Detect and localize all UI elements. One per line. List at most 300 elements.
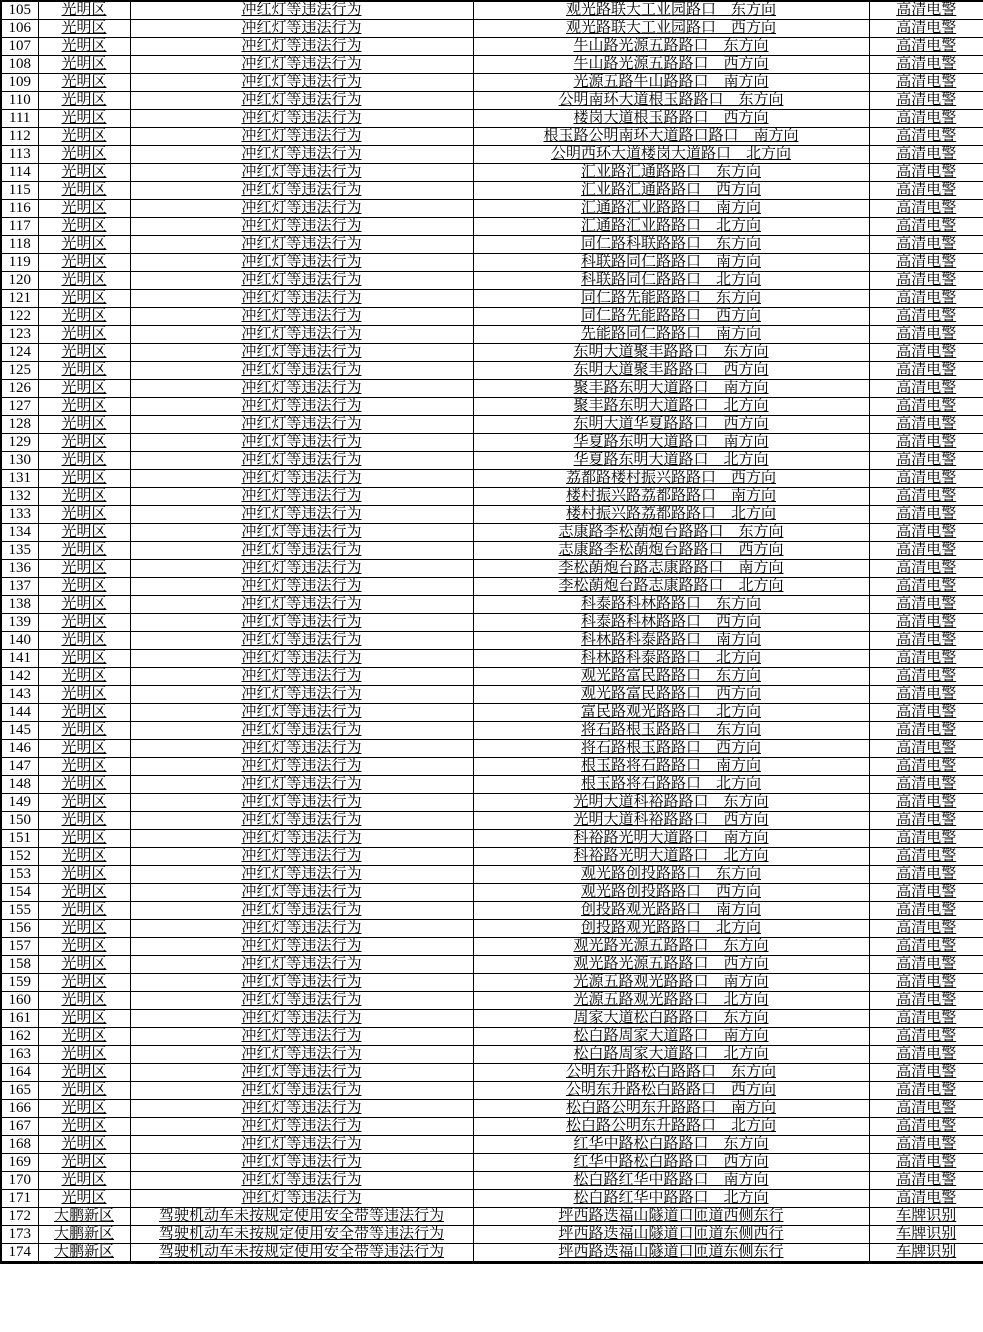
district-cell-text: 光明区 bbox=[61, 722, 107, 738]
violation-type-cell bbox=[130, 578, 473, 596]
camera-type-cell bbox=[869, 56, 983, 74]
district-cell-text: 光明区 bbox=[61, 776, 107, 792]
location-cell bbox=[473, 902, 869, 920]
camera-type-cell bbox=[869, 704, 983, 722]
location-cell-text: 公明西环大道楼岗大道路口 北方向 bbox=[550, 146, 791, 162]
district-cell bbox=[38, 974, 130, 992]
location-cell-text: 坪西路迭福山隧道口匝道东侧东行 bbox=[558, 1244, 784, 1260]
violation-type-cell bbox=[130, 92, 473, 110]
row-number-cell: 172 bbox=[1, 1208, 38, 1226]
camera-type-cell-text: 高清电警 bbox=[896, 2, 957, 18]
violation-type-cell bbox=[130, 128, 473, 146]
violation-type-cell bbox=[130, 704, 473, 722]
location-cell-text: 富民路观光路路口 北方向 bbox=[580, 704, 761, 720]
camera-type-cell-text: 高清电警 bbox=[896, 74, 957, 90]
camera-type-cell bbox=[869, 344, 983, 362]
table-row bbox=[1, 164, 983, 182]
location-cell bbox=[473, 1118, 869, 1136]
district-cell-text: 光明区 bbox=[61, 578, 107, 594]
camera-type-cell-text: 高清电警 bbox=[896, 866, 957, 882]
district-cell-text: 光明区 bbox=[61, 182, 107, 198]
location-cell bbox=[473, 380, 869, 398]
location-cell-text: 荔都路楼村振兴路路口 西方向 bbox=[565, 470, 776, 486]
violation-type-cell-text: 驾驶机动车未按规定使用安全带等违法行为 bbox=[158, 1208, 444, 1224]
table-row bbox=[1, 110, 983, 128]
camera-type-cell-text: 高清电警 bbox=[896, 380, 957, 396]
district-cell bbox=[38, 434, 130, 452]
table-row bbox=[1, 596, 983, 614]
district-cell bbox=[38, 308, 130, 326]
violation-type-cell-text: 冲红灯等违法行为 bbox=[241, 74, 362, 90]
camera-type-cell bbox=[869, 200, 983, 218]
table-row bbox=[1, 668, 983, 686]
location-cell bbox=[473, 794, 869, 812]
camera-type-cell bbox=[869, 1064, 983, 1082]
row-number-cell: 148 bbox=[1, 776, 38, 794]
violation-type-cell-text: 冲红灯等违法行为 bbox=[241, 1100, 362, 1116]
location-cell-text: 华夏路东明大道路口 北方向 bbox=[573, 452, 769, 468]
location-cell-text: 坪西路迭福山隧道口匝道西侧东行 bbox=[558, 1208, 784, 1224]
camera-type-cell bbox=[869, 848, 983, 866]
district-cell bbox=[38, 398, 130, 416]
camera-type-cell bbox=[869, 884, 983, 902]
location-cell bbox=[473, 1190, 869, 1208]
table-row bbox=[1, 20, 983, 38]
camera-type-cell-text: 高清电警 bbox=[896, 452, 957, 468]
row-number-cell: 108 bbox=[1, 56, 38, 74]
violation-type-cell-text: 冲红灯等违法行为 bbox=[241, 2, 362, 18]
district-cell-text: 光明区 bbox=[61, 542, 107, 558]
camera-type-cell-text: 高清电警 bbox=[896, 578, 957, 594]
table-row bbox=[1, 650, 983, 668]
violation-type-cell bbox=[130, 20, 473, 38]
location-cell-text: 光源五路牛山路路口 南方向 bbox=[573, 74, 769, 90]
camera-type-cell bbox=[869, 542, 983, 560]
camera-type-cell-text: 高清电警 bbox=[896, 398, 957, 414]
row-number-cell: 123 bbox=[1, 326, 38, 344]
district-cell-text: 大鹏新区 bbox=[53, 1208, 114, 1224]
table-row bbox=[1, 1, 983, 20]
camera-type-cell-text: 高清电警 bbox=[896, 38, 957, 54]
location-cell bbox=[473, 596, 869, 614]
violation-type-cell-text: 冲红灯等违法行为 bbox=[241, 902, 362, 918]
district-cell bbox=[38, 614, 130, 632]
row-number-cell: 162 bbox=[1, 1028, 38, 1046]
violation-type-cell bbox=[130, 38, 473, 56]
violation-type-cell bbox=[130, 470, 473, 488]
row-number-cell: 135 bbox=[1, 542, 38, 560]
camera-type-cell bbox=[869, 1154, 983, 1172]
violation-type-cell bbox=[130, 830, 473, 848]
location-cell bbox=[473, 1226, 869, 1244]
location-cell bbox=[473, 704, 869, 722]
row-number-cell: 131 bbox=[1, 470, 38, 488]
camera-type-cell bbox=[869, 110, 983, 128]
district-cell bbox=[38, 452, 130, 470]
location-cell bbox=[473, 722, 869, 740]
camera-type-cell bbox=[869, 830, 983, 848]
violation-type-cell bbox=[130, 758, 473, 776]
district-cell bbox=[38, 20, 130, 38]
violation-type-cell-text: 冲红灯等违法行为 bbox=[241, 1046, 362, 1062]
camera-type-cell bbox=[869, 470, 983, 488]
district-cell-text: 光明区 bbox=[61, 740, 107, 756]
location-cell bbox=[473, 182, 869, 200]
row-number-cell: 171 bbox=[1, 1190, 38, 1208]
camera-type-cell bbox=[869, 308, 983, 326]
violation-type-cell-text: 冲红灯等违法行为 bbox=[241, 920, 362, 936]
camera-type-cell-text: 高清电警 bbox=[896, 686, 957, 702]
location-cell-text: 李松蓢炮台路志康路路口 南方向 bbox=[558, 560, 784, 576]
district-cell-text: 光明区 bbox=[61, 1010, 107, 1026]
camera-type-cell bbox=[869, 740, 983, 758]
violation-type-cell bbox=[130, 632, 473, 650]
row-number-cell: 145 bbox=[1, 722, 38, 740]
district-cell-text: 光明区 bbox=[61, 686, 107, 702]
district-cell bbox=[38, 146, 130, 164]
table-row bbox=[1, 1244, 983, 1263]
location-cell-text: 根玉路将石路路口 北方向 bbox=[580, 776, 761, 792]
row-number-cell: 134 bbox=[1, 524, 38, 542]
district-cell-text: 光明区 bbox=[61, 38, 107, 54]
district-cell-text: 光明区 bbox=[61, 632, 107, 648]
location-cell-text: 李松蓢炮台路志康路路口 北方向 bbox=[558, 578, 784, 594]
location-cell-text: 同仁路先能路路口 东方向 bbox=[580, 290, 761, 306]
camera-type-cell-text: 高清电警 bbox=[896, 668, 957, 684]
camera-type-cell bbox=[869, 668, 983, 686]
district-cell-text: 光明区 bbox=[61, 236, 107, 252]
row-number-cell: 124 bbox=[1, 344, 38, 362]
location-cell bbox=[473, 326, 869, 344]
location-cell-text: 科泰路科林路路口 东方向 bbox=[580, 596, 761, 612]
violation-type-cell-text: 冲红灯等违法行为 bbox=[241, 992, 362, 1008]
location-cell-text: 东明大道聚丰路路口 西方向 bbox=[573, 362, 769, 378]
violation-type-cell-text: 冲红灯等违法行为 bbox=[241, 290, 362, 306]
location-cell-text: 先能路同仁路路口 南方向 bbox=[580, 326, 761, 342]
violation-type-cell bbox=[130, 1100, 473, 1118]
camera-type-cell-text: 高清电警 bbox=[896, 1100, 957, 1116]
violation-type-cell bbox=[130, 722, 473, 740]
row-number-cell: 170 bbox=[1, 1172, 38, 1190]
district-cell-text: 光明区 bbox=[61, 524, 107, 540]
camera-type-cell bbox=[869, 524, 983, 542]
row-number-cell: 152 bbox=[1, 848, 38, 866]
district-cell bbox=[38, 758, 130, 776]
district-cell-text: 光明区 bbox=[61, 164, 107, 180]
location-cell-text: 观光路光源五路路口 西方向 bbox=[573, 956, 769, 972]
location-cell bbox=[473, 1154, 869, 1172]
location-cell bbox=[473, 992, 869, 1010]
violation-type-cell bbox=[130, 56, 473, 74]
location-cell bbox=[473, 956, 869, 974]
camera-type-cell-text: 高清电警 bbox=[896, 722, 957, 738]
violation-type-cell-text: 驾驶机动车未按规定使用安全带等违法行为 bbox=[158, 1226, 444, 1242]
camera-type-cell bbox=[869, 362, 983, 380]
camera-type-cell-text: 高清电警 bbox=[896, 20, 957, 36]
table-row bbox=[1, 380, 983, 398]
district-cell-text: 光明区 bbox=[61, 200, 107, 216]
camera-type-cell bbox=[869, 74, 983, 92]
violation-type-cell bbox=[130, 506, 473, 524]
camera-type-cell-text: 高清电警 bbox=[896, 308, 957, 324]
table-row bbox=[1, 578, 983, 596]
violation-type-cell bbox=[130, 182, 473, 200]
violation-type-cell-text: 冲红灯等违法行为 bbox=[241, 380, 362, 396]
location-cell-text: 松白路公明东升路路口 南方向 bbox=[565, 1100, 776, 1116]
row-number-cell: 169 bbox=[1, 1154, 38, 1172]
camera-type-cell-text: 高清电警 bbox=[896, 344, 957, 360]
district-cell bbox=[38, 902, 130, 920]
district-cell-text: 光明区 bbox=[61, 2, 107, 18]
district-cell bbox=[38, 416, 130, 434]
district-cell-text: 光明区 bbox=[61, 794, 107, 810]
table-row bbox=[1, 848, 983, 866]
row-number-cell: 116 bbox=[1, 200, 38, 218]
camera-type-cell-text: 高清电警 bbox=[896, 1082, 957, 1098]
table-row bbox=[1, 722, 983, 740]
table-row bbox=[1, 920, 983, 938]
district-cell-text: 光明区 bbox=[61, 344, 107, 360]
district-cell-text: 大鹏新区 bbox=[53, 1244, 114, 1260]
violation-type-cell-text: 冲红灯等违法行为 bbox=[241, 830, 362, 846]
violation-type-cell bbox=[130, 884, 473, 902]
row-number-cell: 146 bbox=[1, 740, 38, 758]
table-row bbox=[1, 812, 983, 830]
violation-type-cell bbox=[130, 650, 473, 668]
location-cell bbox=[473, 506, 869, 524]
location-cell-text: 科泰路科林路路口 西方向 bbox=[580, 614, 761, 630]
camera-type-cell bbox=[869, 956, 983, 974]
row-number-cell: 126 bbox=[1, 380, 38, 398]
location-cell-text: 创投路观光路路口 北方向 bbox=[580, 920, 761, 936]
district-cell bbox=[38, 992, 130, 1010]
camera-type-cell-text: 高清电警 bbox=[896, 740, 957, 756]
location-cell bbox=[473, 632, 869, 650]
violation-type-cell bbox=[130, 344, 473, 362]
table-row bbox=[1, 1190, 983, 1208]
violation-type-cell-text: 冲红灯等违法行为 bbox=[241, 110, 362, 126]
table-row bbox=[1, 1208, 983, 1226]
violation-type-cell bbox=[130, 668, 473, 686]
district-cell-text: 光明区 bbox=[61, 1154, 107, 1170]
violation-type-cell-text: 冲红灯等违法行为 bbox=[241, 884, 362, 900]
row-number-cell: 127 bbox=[1, 398, 38, 416]
district-cell bbox=[38, 812, 130, 830]
violation-type-cell-text: 冲红灯等违法行为 bbox=[241, 452, 362, 468]
violation-type-cell bbox=[130, 1190, 473, 1208]
table-row bbox=[1, 1010, 983, 1028]
camera-type-cell bbox=[869, 596, 983, 614]
camera-type-cell bbox=[869, 776, 983, 794]
violation-type-cell bbox=[130, 452, 473, 470]
location-cell-text: 松白路红华中路路口 北方向 bbox=[573, 1190, 769, 1206]
row-number-cell: 151 bbox=[1, 830, 38, 848]
violation-type-cell bbox=[130, 1064, 473, 1082]
location-cell-text: 松白路周家大道路口 南方向 bbox=[573, 1028, 769, 1044]
camera-type-cell bbox=[869, 974, 983, 992]
location-cell-text: 观光路创投路路口 东方向 bbox=[580, 866, 761, 882]
district-cell-text: 光明区 bbox=[61, 380, 107, 396]
district-cell-text: 光明区 bbox=[61, 956, 107, 972]
violation-type-cell-text: 冲红灯等违法行为 bbox=[241, 938, 362, 954]
district-cell bbox=[38, 1172, 130, 1190]
table-row bbox=[1, 794, 983, 812]
violation-type-cell-text: 冲红灯等违法行为 bbox=[241, 254, 362, 270]
table-row bbox=[1, 488, 983, 506]
district-cell bbox=[38, 506, 130, 524]
location-cell-text: 志康路李松蓢炮台路路口 西方向 bbox=[558, 542, 784, 558]
row-number-cell: 164 bbox=[1, 1064, 38, 1082]
violation-type-cell bbox=[130, 1118, 473, 1136]
violation-type-cell-text: 冲红灯等违法行为 bbox=[241, 866, 362, 882]
row-number-cell: 132 bbox=[1, 488, 38, 506]
camera-type-cell-text: 高清电警 bbox=[896, 1028, 957, 1044]
location-cell-text: 创投路观光路路口 南方向 bbox=[580, 902, 761, 918]
violation-type-cell-text: 冲红灯等违法行为 bbox=[241, 92, 362, 108]
camera-type-cell-text: 高清电警 bbox=[896, 506, 957, 522]
district-cell-text: 光明区 bbox=[61, 308, 107, 324]
violation-type-cell-text: 冲红灯等违法行为 bbox=[241, 668, 362, 684]
camera-type-cell bbox=[869, 1118, 983, 1136]
violation-type-cell bbox=[130, 1082, 473, 1100]
location-cell-text: 楼村振兴路荔都路路口 北方向 bbox=[565, 506, 776, 522]
row-number-cell: 105 bbox=[1, 1, 38, 20]
camera-type-cell-text: 高清电警 bbox=[896, 830, 957, 846]
row-number-cell: 109 bbox=[1, 74, 38, 92]
row-number-cell: 168 bbox=[1, 1136, 38, 1154]
table-row bbox=[1, 416, 983, 434]
violation-type-cell-text: 冲红灯等违法行为 bbox=[241, 776, 362, 792]
camera-type-cell-text: 高清电警 bbox=[896, 146, 957, 162]
camera-type-cell-text: 高清电警 bbox=[896, 596, 957, 612]
district-cell bbox=[38, 1028, 130, 1046]
district-cell-text: 光明区 bbox=[61, 254, 107, 270]
district-cell bbox=[38, 596, 130, 614]
violation-type-cell-text: 冲红灯等违法行为 bbox=[241, 1154, 362, 1170]
district-cell bbox=[38, 470, 130, 488]
table-row bbox=[1, 776, 983, 794]
violation-type-cell bbox=[130, 110, 473, 128]
violation-type-cell-text: 冲红灯等违法行为 bbox=[241, 200, 362, 216]
camera-type-cell bbox=[869, 1244, 983, 1263]
camera-type-cell-text: 高清电警 bbox=[896, 794, 957, 810]
camera-type-cell-text: 高清电警 bbox=[896, 992, 957, 1008]
location-cell bbox=[473, 1010, 869, 1028]
violation-type-cell bbox=[130, 992, 473, 1010]
location-cell-text: 观光路光源五路路口 东方向 bbox=[573, 938, 769, 954]
violation-type-cell-text: 冲红灯等违法行为 bbox=[241, 542, 362, 558]
violation-type-cell-text: 冲红灯等违法行为 bbox=[241, 56, 362, 72]
district-cell bbox=[38, 1244, 130, 1263]
table-row bbox=[1, 434, 983, 452]
violation-type-cell-text: 冲红灯等违法行为 bbox=[241, 398, 362, 414]
table-row bbox=[1, 470, 983, 488]
camera-type-cell bbox=[869, 488, 983, 506]
violation-type-cell-text: 冲红灯等违法行为 bbox=[241, 560, 362, 576]
table-row bbox=[1, 956, 983, 974]
camera-type-cell-text: 高清电警 bbox=[896, 524, 957, 540]
district-cell-text: 光明区 bbox=[61, 974, 107, 990]
violation-type-cell bbox=[130, 524, 473, 542]
camera-type-cell bbox=[869, 1046, 983, 1064]
district-cell-text: 光明区 bbox=[61, 1046, 107, 1062]
camera-type-cell-text: 高清电警 bbox=[896, 362, 957, 378]
district-cell-text: 光明区 bbox=[61, 146, 107, 162]
table-row bbox=[1, 1226, 983, 1244]
violation-type-cell bbox=[130, 542, 473, 560]
district-cell-text: 大鹏新区 bbox=[53, 1226, 114, 1242]
camera-type-cell bbox=[869, 794, 983, 812]
violation-type-cell bbox=[130, 146, 473, 164]
district-cell-text: 光明区 bbox=[61, 1172, 107, 1188]
location-cell bbox=[473, 542, 869, 560]
violation-type-cell bbox=[130, 272, 473, 290]
district-cell bbox=[38, 560, 130, 578]
violation-type-cell bbox=[130, 308, 473, 326]
camera-type-cell-text: 高清电警 bbox=[896, 110, 957, 126]
violation-type-cell bbox=[130, 488, 473, 506]
table-row bbox=[1, 1136, 983, 1154]
location-cell bbox=[473, 686, 869, 704]
location-cell-text: 光明大道科裕路路口 西方向 bbox=[573, 812, 769, 828]
camera-type-cell-text: 高清电警 bbox=[896, 1172, 957, 1188]
district-cell-text: 光明区 bbox=[61, 920, 107, 936]
camera-table-body bbox=[1, 1, 983, 1263]
district-cell-text: 光明区 bbox=[61, 506, 107, 522]
violation-type-cell bbox=[130, 1172, 473, 1190]
location-cell-text: 红华中路松白路路口 西方向 bbox=[573, 1154, 769, 1170]
table-row bbox=[1, 1100, 983, 1118]
camera-type-cell bbox=[869, 650, 983, 668]
district-cell bbox=[38, 290, 130, 308]
table-row bbox=[1, 542, 983, 560]
violation-type-cell-text: 冲红灯等违法行为 bbox=[241, 20, 362, 36]
row-number-cell: 133 bbox=[1, 506, 38, 524]
district-cell bbox=[38, 704, 130, 722]
camera-type-cell-text: 高清电警 bbox=[896, 488, 957, 504]
violation-type-cell-text: 冲红灯等违法行为 bbox=[241, 740, 362, 756]
camera-type-cell-text: 高清电警 bbox=[896, 920, 957, 936]
district-cell-text: 光明区 bbox=[61, 596, 107, 612]
camera-type-cell bbox=[869, 1010, 983, 1028]
location-cell-text: 科林路科泰路路口 南方向 bbox=[580, 632, 761, 648]
location-cell bbox=[473, 776, 869, 794]
camera-type-cell bbox=[869, 128, 983, 146]
camera-type-cell bbox=[869, 290, 983, 308]
row-number-cell: 119 bbox=[1, 254, 38, 272]
row-number-cell: 158 bbox=[1, 956, 38, 974]
location-cell bbox=[473, 434, 869, 452]
table-row bbox=[1, 1118, 983, 1136]
location-cell-text: 楼村振兴路荔都路路口 南方向 bbox=[565, 488, 776, 504]
location-cell bbox=[473, 1172, 869, 1190]
district-cell bbox=[38, 326, 130, 344]
location-cell bbox=[473, 398, 869, 416]
camera-type-cell bbox=[869, 452, 983, 470]
row-number-cell: 147 bbox=[1, 758, 38, 776]
location-cell bbox=[473, 164, 869, 182]
camera-type-cell bbox=[869, 380, 983, 398]
location-cell bbox=[473, 1, 869, 20]
district-cell-text: 光明区 bbox=[61, 1190, 107, 1206]
location-cell-text: 华夏路东明大道路口 南方向 bbox=[573, 434, 769, 450]
district-cell-text: 光明区 bbox=[61, 704, 107, 720]
violation-type-cell-text: 驾驶机动车未按规定使用安全带等违法行为 bbox=[158, 1244, 444, 1260]
table-row bbox=[1, 1064, 983, 1082]
violation-type-cell-text: 冲红灯等违法行为 bbox=[241, 506, 362, 522]
violation-type-cell bbox=[130, 776, 473, 794]
violation-type-cell bbox=[130, 362, 473, 380]
